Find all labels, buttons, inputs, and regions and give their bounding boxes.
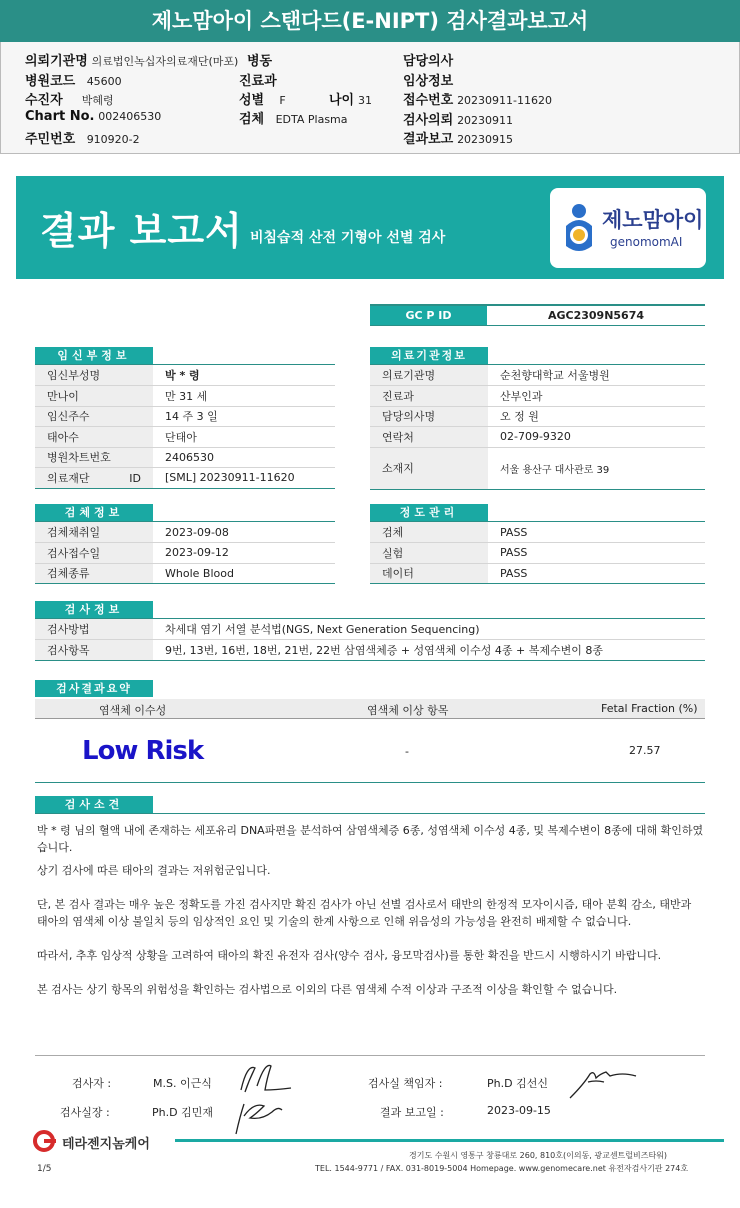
- lab-head-label: 검사실 책임자 :: [368, 1077, 443, 1090]
- row-value: 2406530: [153, 447, 335, 468]
- gcpid-value: AGC2309N5674: [547, 309, 645, 322]
- summary-col-fetal-fraction: Fetal Fraction (%): [601, 702, 698, 715]
- institution-table: [370, 365, 705, 490]
- row-value: PASS: [488, 563, 705, 584]
- row-value: 순천향대학교 서울병원: [488, 365, 705, 386]
- report-date-value: 2023-09-15: [487, 1104, 551, 1117]
- row-value: 산부인과: [488, 386, 705, 407]
- section-summary: 검사결과요약: [35, 680, 153, 697]
- clinical-field: 임상정보: [403, 74, 454, 89]
- row-value: 오 정 원: [488, 406, 705, 427]
- doctor-field: 담당의사: [403, 54, 454, 69]
- risk-result: Low Risk: [82, 736, 204, 766]
- test-table: [35, 619, 705, 661]
- summary-header: [35, 699, 705, 719]
- gcpid-label: GC P ID: [370, 306, 487, 325]
- row-label: 병원차트번호: [35, 447, 153, 468]
- gcpid-row: [370, 304, 705, 326]
- result-banner: [16, 176, 724, 279]
- table-row: [35, 365, 335, 386]
- receiver-field: 수진자 박혜령: [25, 93, 114, 108]
- abnormal-value: -: [405, 745, 409, 758]
- tester-signature: [235, 1060, 297, 1096]
- lab-chief-signature: [230, 1096, 286, 1138]
- row-label: 실험: [370, 543, 488, 564]
- table-row: [35, 640, 705, 661]
- table-row: [35, 543, 335, 564]
- fetal-fraction-value: 27.57: [629, 744, 661, 757]
- row-label: 검사항목: [35, 640, 153, 661]
- row-value: 만 31 세: [153, 386, 335, 407]
- ward-field: 병동: [247, 54, 273, 69]
- lab-chief-name: Ph.D 김민재: [152, 1106, 213, 1119]
- opinion-paragraph: 상기 검사에 따른 태아의 결과는 저위험군입니다.: [37, 864, 271, 877]
- row-label: 담당의사명: [370, 406, 488, 427]
- row-label: 검체채취일: [35, 522, 153, 543]
- section-qc: 정도관리: [370, 504, 488, 521]
- row-value: [SML] 20230911-11620: [153, 468, 335, 489]
- logo-text: 제노맘아이: [602, 208, 704, 232]
- hospital-code-field: 병원코드 45600: [25, 74, 122, 89]
- section-test: 검사정보: [35, 601, 153, 618]
- row-value: 차세대 염기 서열 분석법(NGS, Next Generation Sequencing): [153, 619, 705, 640]
- row-label: 검사접수일: [35, 543, 153, 564]
- row-value: 02-709-9320: [488, 427, 705, 448]
- row-label: 검체: [370, 522, 488, 543]
- table-row: [35, 522, 335, 543]
- row-label: 의료재단 ID: [35, 468, 153, 489]
- qc-table: [370, 522, 705, 584]
- tester-name: M.S. 이근식: [153, 1077, 212, 1090]
- lab-chief-label: 검사실장 :: [60, 1106, 110, 1119]
- row-label: 연락처: [370, 427, 488, 448]
- logo-subtext: genomomAI: [610, 235, 683, 249]
- sex-field: 성별 F: [239, 93, 286, 108]
- table-row: [370, 365, 705, 386]
- banner-subtitle: 비침습적 산전 기형아 선별 검사: [250, 230, 446, 246]
- mother-baby-icon: [560, 202, 598, 254]
- id-field: 주민번호 910920-2: [25, 132, 140, 147]
- table-row: [35, 619, 705, 640]
- row-value: PASS: [488, 522, 705, 543]
- table-row: [370, 563, 705, 584]
- receipt-field: 접수번호 20230911-11620: [403, 93, 553, 108]
- row-label: 데이터: [370, 563, 488, 584]
- table-row: [370, 543, 705, 564]
- row-label: 의료기관명: [370, 365, 488, 386]
- table-row: [370, 522, 705, 543]
- row-label: 검사방법: [35, 619, 153, 640]
- section-pregnant: 임신부정보: [35, 347, 153, 364]
- section-specimen: 검체정보: [35, 504, 153, 521]
- table-row: [370, 406, 705, 427]
- table-row: [370, 427, 705, 448]
- table-row: [370, 447, 705, 489]
- opinion-paragraph: 본 검사는 상기 항목의 위험성을 확인하는 검사법으로 이외의 다른 염색체 수적 이상과 구조적 이상을 확인할 수 없습니다.: [37, 983, 618, 996]
- row-label: 임신주수: [35, 406, 153, 427]
- summary-col-aneuploidy: 염색체 이수성: [99, 704, 167, 717]
- report-title: 제노맘아이 스탠다드(E-NIPT) 검사결과보고서: [0, 0, 740, 42]
- footer-address: 경기도 수원시 영통구 창룡대로 260, 810호(이의동, 광교센트럴비즈타워): [409, 1151, 668, 1160]
- specimen-table: [35, 522, 335, 584]
- report-date-label: 결과 보고일 :: [380, 1106, 444, 1119]
- row-value: 단태아: [153, 427, 335, 448]
- row-value: 9번, 13번, 16번, 18번, 21번, 22번 삼염색체증 + 성염색체 이수성 4종 + 복제수변이 8종: [153, 640, 705, 661]
- row-value: 2023-09-08: [153, 522, 335, 543]
- chart-field: Chart No. 002406530: [25, 109, 162, 124]
- request-field: 검사의뢰 20230911: [403, 113, 514, 128]
- section-institution: 의료기관정보: [370, 347, 488, 364]
- opinion-paragraph: 단, 본 검사 결과는 매우 높은 정확도를 가진 검사지만 확진 검사가 아닌 선별 검사로서 태반의 한정적 모자이시즘, 태아 분획 감소, 태반과 태아의 염색체 이상 불일치 등의 임상적인 요인 및 기술의 한계 사항으로 인해 위음성의 가능성을 완전히 배제할 수 없습니다.: [37, 898, 692, 928]
- table-row: [35, 563, 335, 584]
- institution-field: 의뢰기관명 의료법인녹십자의료재단(마포): [25, 54, 239, 69]
- lab-head-signature: [566, 1064, 640, 1104]
- company-name: 테라젠지놈케어: [62, 1137, 150, 1152]
- row-value: 박 * 령: [153, 365, 335, 386]
- dept-field: 진료과: [239, 74, 277, 89]
- report-date-field: 결과보고 20230915: [403, 132, 514, 147]
- section-opinion: 검사소견: [35, 796, 153, 813]
- age-field: 나이 31: [329, 93, 372, 108]
- opinion-paragraph: 따라서, 추후 임상적 상황을 고려하여 태아의 확진 유전자 검사(양수 검사, 융모막검사)를 통한 확진을 반드시 시행하시기 바랍니다.: [37, 949, 662, 962]
- table-row: [35, 406, 335, 427]
- row-label: 태아수: [35, 427, 153, 448]
- lab-head-name: Ph.D 김선신: [487, 1077, 548, 1090]
- footer-bar: [175, 1139, 724, 1142]
- footer-contact: TEL. 1544-9771 / FAX. 031-8019-5004 Homepage. www.genomecare.net 유전자검사기관 274호: [315, 1164, 689, 1173]
- row-value: 서울 용산구 대사관로 39: [488, 447, 705, 489]
- patient-header: [0, 42, 740, 154]
- table-row: [35, 468, 335, 489]
- specimen-field: 검체 EDTA Plasma: [239, 112, 348, 127]
- table-row: [35, 427, 335, 448]
- banner-title: 결과 보고서: [40, 209, 243, 253]
- row-value: 2023-09-12: [153, 543, 335, 564]
- row-value: PASS: [488, 543, 705, 564]
- row-value: Whole Blood: [153, 563, 335, 584]
- pregnant-table: [35, 365, 335, 489]
- signature-divider: [35, 1055, 705, 1056]
- row-label: 만나이: [35, 386, 153, 407]
- table-row: [35, 447, 335, 468]
- table-row: [370, 386, 705, 407]
- opinion-paragraph: 박 * 령 님의 혈액 내에 존재하는 세포유리 DNA파편을 분석하여 삼염색체증 6종, 성염색체 이수성 4종, 및 복제수변이 8종에 대해 확인하였습니다.: [37, 824, 704, 854]
- row-label: 소재지: [370, 447, 488, 489]
- row-label: 임신부성명: [35, 365, 153, 386]
- table-row: [35, 386, 335, 407]
- tester-label: 검사자 :: [72, 1077, 112, 1090]
- genomom-logo: [550, 188, 706, 268]
- terragen-logo-icon: [33, 1130, 59, 1152]
- summary-row: [35, 719, 705, 783]
- page-number: 1/5: [37, 1164, 52, 1174]
- divider: [35, 813, 705, 814]
- row-value: 14 주 3 일: [153, 406, 335, 427]
- row-label: 진료과: [370, 386, 488, 407]
- row-label: 검체종류: [35, 563, 153, 584]
- summary-col-abnormal: 염색체 이상 항목: [367, 704, 449, 717]
